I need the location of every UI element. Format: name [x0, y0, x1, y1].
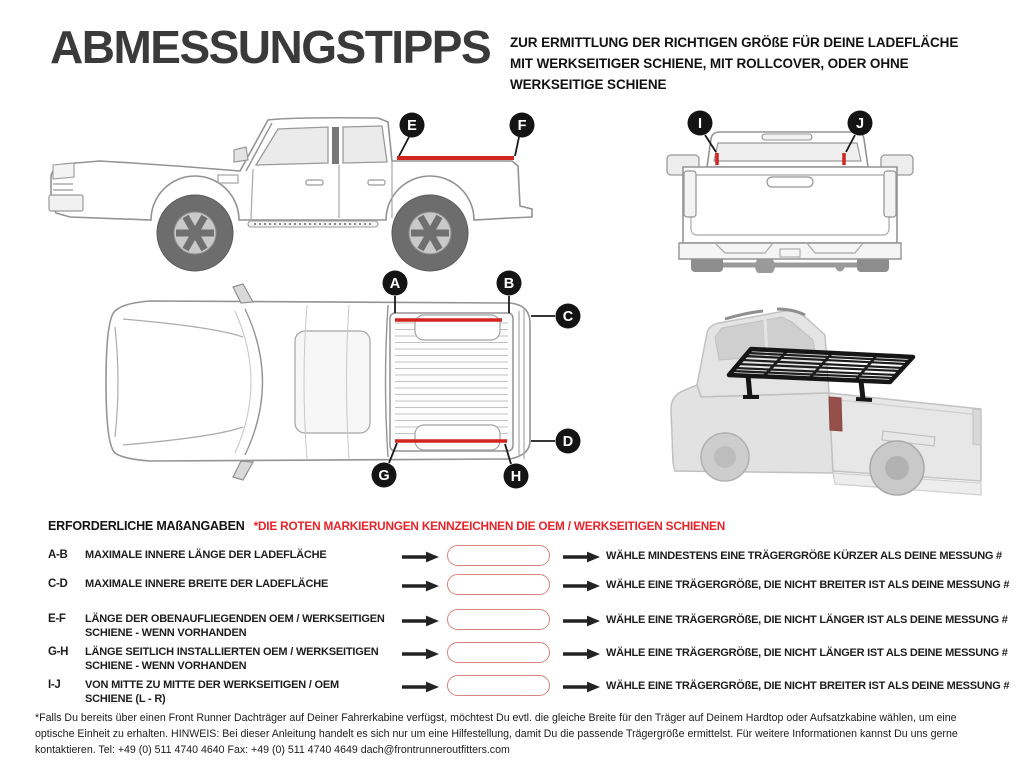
measurement-row-i-j [0, 675, 1024, 705]
arrow-right-icon [563, 648, 600, 660]
arrow-right-icon [563, 580, 600, 592]
row-label: E-F [48, 613, 66, 625]
headlight [53, 163, 74, 179]
left-taillight [684, 171, 696, 217]
truck-rear-view-diagram [655, 103, 925, 273]
row-description-line2: SCHIENE - WENN VORHANDEN [85, 659, 247, 672]
truck-side-view-diagram [40, 105, 545, 275]
arrow-right-icon [402, 648, 439, 660]
row-instruction: WÄHLE EINE TRÄGERGRÖßE, DIE NICHT BREITER IST ALS DEINE MESSUNG # [606, 680, 1010, 692]
arrow-right-icon [402, 551, 439, 563]
row-description [85, 646, 425, 673]
arrow-right-icon [563, 681, 600, 693]
row-instruction: WÄHLE EINE TRÄGERGRÖßE, DIE NICHT LÄNGER IST ALS DEINE MESSUNG # [606, 647, 1008, 659]
measurement-input-c-d[interactable] [447, 574, 550, 595]
row-description [85, 613, 425, 640]
iso-taillight [829, 397, 842, 431]
page-subtitle: ZUR ERMITTLUNG DER RICHTIGEN GRÖßE FÜR DEINE LADEFLÄCHE MIT WERKSEITIGER SCHIENE, MIT ROLLCOVER, ODER OHNE WERKSEITIGE SCHIENE [510, 35, 959, 92]
svg-text:F: F [517, 118, 527, 134]
rear-window [714, 143, 861, 161]
svg-text:C: C [562, 309, 574, 325]
svg-text:E: E [407, 118, 417, 134]
row-description-line1: LÄNGE SEITLICH INSTALLIERTEN OEM / WERKSEITIGEN [85, 646, 379, 658]
row-description-line2: SCHIENE - WENN VORHANDEN [85, 626, 247, 639]
row-description-line1: VON MITTE ZU MITTE DER WERKSEITIGEN / OEM [85, 679, 339, 691]
rear-door-window [343, 126, 387, 163]
svg-text:G: G [378, 468, 390, 484]
measurement-input-e-f[interactable] [447, 609, 550, 630]
svg-text:A: A [389, 276, 401, 292]
right-taillight [884, 171, 896, 217]
page-title: ABMESSUNGSTIPPS [50, 21, 491, 73]
iso-right-taillight [973, 409, 981, 445]
front-bumper [49, 195, 83, 211]
front-wheel [157, 195, 233, 271]
measurements-heading-row [48, 519, 725, 533]
side-mirror [234, 147, 248, 162]
arrow-right-icon [402, 615, 439, 627]
measurement-row-a-b [0, 545, 1024, 569]
top-right-mirror [233, 461, 253, 480]
row-label: I-J [48, 679, 61, 691]
row-label: C-D [48, 578, 68, 590]
running-board [248, 221, 378, 227]
row-instruction: WÄHLE MINDESTENS EINE TRÄGERGRÖßE KÜRZER ALS DEINE MESSUNG # [606, 550, 1002, 562]
marker-c [531, 304, 581, 329]
roof-panel [295, 331, 370, 433]
front-door-handle [306, 180, 323, 185]
svg-text:J: J [855, 116, 865, 132]
truck-top-view-diagram [95, 267, 590, 492]
iso-rear-hub [885, 456, 909, 480]
footer-note: *Falls Du bereits über einen Front Runner Dachträger auf Deiner Fahrerkabine verfügst, möchtest Du evtl. die gleiche Breite für den Träger auf Deinem Hardtop oder Aufsatzkabine wählen, um eine optische Einheit zu erhalten. HINWEIS: Bei dieser Anleitung handelt es sich nur um eine Hilfestellung, damit Du die passende Trägergröße ermittelst. Für weitere Informationen kannst Du uns gerne kontaktieren. Tel: +49 (0) 511 4740 4640 Fax: +49 (0) 511 4740 4649 dach@frontrunneroutfitters.com [35, 712, 958, 756]
measurements-red-note: *DIE ROTEN MARKIERUNGEN KENNZEICHNEN DIE OEM / WERKSEITIGEN SCHIENEN [253, 519, 726, 533]
arrow-right-icon [563, 615, 600, 627]
measurements-heading: ERFORDERLICHE MAßANGABEN [48, 519, 245, 533]
svg-text:I: I [697, 116, 703, 132]
b-pillar [332, 127, 339, 164]
measurement-input-g-h[interactable] [447, 642, 550, 663]
measurement-row-c-d [0, 574, 1024, 598]
measurement-row-g-h [0, 642, 1024, 672]
rear-door-handle [368, 180, 385, 185]
marker-d [531, 429, 581, 454]
rear-wheel [392, 195, 468, 271]
marker-i [688, 111, 717, 153]
truck-rack-3d-view [645, 285, 985, 500]
row-description-line1: MAXIMALE INNERE BREITE DER LADEFLÄCHE [85, 578, 329, 590]
third-brake-light [762, 134, 812, 140]
svg-text:D: D [562, 434, 574, 450]
row-description-line1: MAXIMALE INNERE LÄNGE DER LADEFLÄCHE [85, 549, 327, 561]
marker-e [399, 113, 425, 157]
top-left-mirror [233, 284, 253, 303]
arrow-right-icon [402, 681, 439, 693]
row-description [85, 578, 425, 592]
bed-box [683, 167, 897, 243]
row-description-line2: SCHIENE (L - R) [85, 692, 166, 705]
arrow-right-icon [402, 580, 439, 592]
right-wheel-well [415, 425, 500, 450]
exhaust-pipe [836, 263, 845, 272]
row-instruction: WÄHLE EINE TRÄGERGRÖßE, DIE NICHT BREITER IST ALS DEINE MESSUNG # [606, 579, 1010, 591]
svg-text:B: B [503, 276, 515, 292]
row-description [85, 679, 425, 706]
row-instruction: WÄHLE EINE TRÄGERGRÖßE, DIE NICHT LÄNGER IST ALS DEINE MESSUNG # [606, 614, 1008, 626]
svg-text:H: H [510, 469, 522, 485]
iso-front-hub [714, 446, 736, 468]
measurement-row-e-f [0, 609, 1024, 639]
row-label: G-H [48, 646, 69, 658]
row-label: A-B [48, 549, 68, 561]
row-description-line1: LÄNGE DER OBENAUFLIEGENDEN OEM / WERKSEITIGEN [85, 613, 385, 625]
measurement-input-i-j[interactable] [447, 675, 550, 696]
row-description [85, 549, 425, 563]
measurement-input-a-b[interactable] [447, 545, 550, 566]
arrow-right-icon [563, 551, 600, 563]
marker-f [510, 113, 535, 157]
